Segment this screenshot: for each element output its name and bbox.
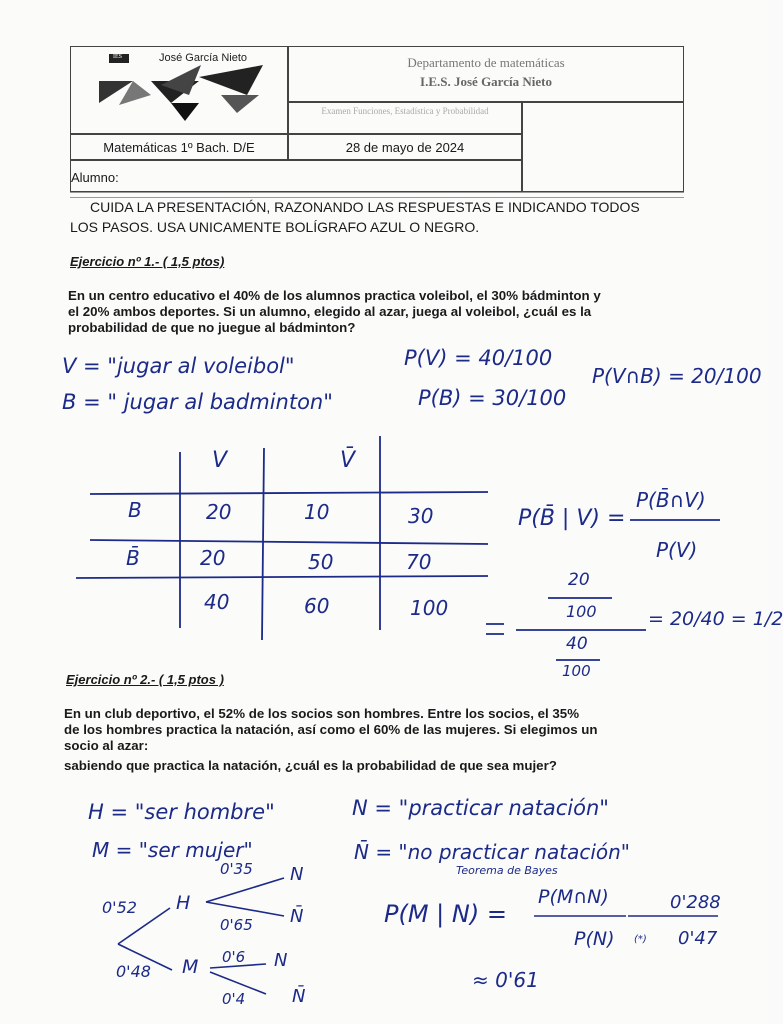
table-header-vbar: V̄ [340,448,356,473]
tree-node-m: M [182,956,199,978]
exercise2-statement-line: socio al azar: [64,738,149,753]
table-cell: 60 [304,594,330,618]
table-cell: 40 [204,590,230,614]
bayes-star: (*) [634,934,647,945]
tree-m-nbar: 0'4 [222,990,246,1008]
table-row-label: B [128,498,142,522]
p-b: P(B) = 30/100 [418,386,567,410]
def-n: N = "practicar natación" [352,796,609,820]
course-name: Matemáticas 1º Bach. D/E [103,140,255,155]
table-cell: 20 [200,546,226,570]
instructions-line1: CUIDA LA PRESENTACIÓN, RAZONANDO LAS RESPUESTAS E INDICANDO TODOS [90,199,640,215]
table-row-label: B̄ [126,546,140,570]
tree-leaf-n: N [274,950,288,971]
cond-lhs: P(B̄ | V) = [518,506,626,531]
table-cell: 70 [406,550,432,574]
bayes-denominator: P(N) [574,928,615,950]
exercise1-statement-line: probabilidad de que no juegue al bádminton? [68,320,356,335]
tree-leaf-nbar: N̄ [292,986,306,1007]
exam-date: 28 de mayo de 2024 [345,140,465,155]
def-nbar: N̄ = "no practicar natación" [354,840,630,864]
tree-h-nbar: 0'65 [220,916,253,934]
simplified-result: = 20/40 = 1/2 [648,608,783,630]
exercise2-title: Ejercicio nº 2.- ( 1,5 ptos ) [66,672,224,687]
tree-leaf-nbar: N̄ [290,906,304,927]
frac-num-bottom: 100 [566,602,597,621]
bayes-result: ≈ 0'61 [472,968,539,992]
tree-m-n: 0'6 [222,948,246,966]
p-v: P(V) = 40/100 [404,346,553,370]
exercise2-statement-line: sabiendo que practica la natación, ¿cuál es la probabilidad de que sea mujer? [64,758,557,773]
exercise1-statement-line: En un centro educativo el 40% de los alumnos practica voleibol, el 30% bádminton y [68,288,601,303]
frac-den-bottom: 100 [562,662,591,680]
cond-denominator: P(V) [656,538,698,562]
table-header-v: V [212,448,228,473]
def-m: M = "ser mujer" [92,838,253,862]
exercise1-title: Ejercicio nº 1.- ( 1,5 ptos) [70,254,225,269]
instructions-line2: LOS PASOS. USA UNICAMENTE BOLÍGRAFO AZUL O NEGRO. [70,219,480,235]
tree-p-h: 0'52 [102,898,137,917]
tree-p-m: 0'48 [116,962,151,981]
bayes-note: Teorema de Bayes [456,864,558,877]
logo-badge: IES [113,54,122,60]
p-v-and-b: P(V∩B) = 20/100 [592,364,762,388]
frac-num-top: 20 [568,570,590,590]
exercise1-statement-line: el 20% ambos deportes. Si un alumno, elegido al azar, juega al voleibol, ¿cuál es la [68,304,592,319]
tree-node-h: H [176,892,191,914]
student-label: Alumno: [71,170,119,185]
tree-leaf-n: N [290,864,304,885]
def-v: V = "jugar al voleibol" [62,354,295,378]
exercise2-statement-line: En un club deportivo, el 52% de los socios son hombres. Entre los socios, el 35% [64,706,580,721]
bayes-value-den: 0'47 [678,928,718,949]
table-cell: 30 [408,504,434,528]
def-h: H = "ser hombre" [88,800,275,824]
table-cell: 20 [206,500,232,524]
school-name: I.E.S. José García Nieto [420,74,552,89]
bayes-value-num: 0'288 [670,892,721,913]
table-cell: 50 [308,550,334,574]
exercise2-statement-line: de los hombres practica la natación, así como el 60% de las mujeres. Si elegimos un [64,722,598,737]
logo-text: José García Nieto [159,52,248,64]
exam-topic: Examen Funciones, Estadística y Probabilidad [321,106,489,116]
bayes-lhs: P(M | N) = [384,900,507,928]
table-cell: 100 [410,596,449,620]
bayes-numerator: P(M∩N) [538,886,609,908]
def-b: B = " jugar al badminton" [62,390,333,414]
tree-h-n: 0'35 [220,860,253,878]
cond-numerator: P(B̄∩V) [636,488,706,512]
table-cell: 10 [304,500,330,524]
frac-den-top: 40 [566,634,588,654]
department-name: Departamento de matemáticas [407,55,565,70]
